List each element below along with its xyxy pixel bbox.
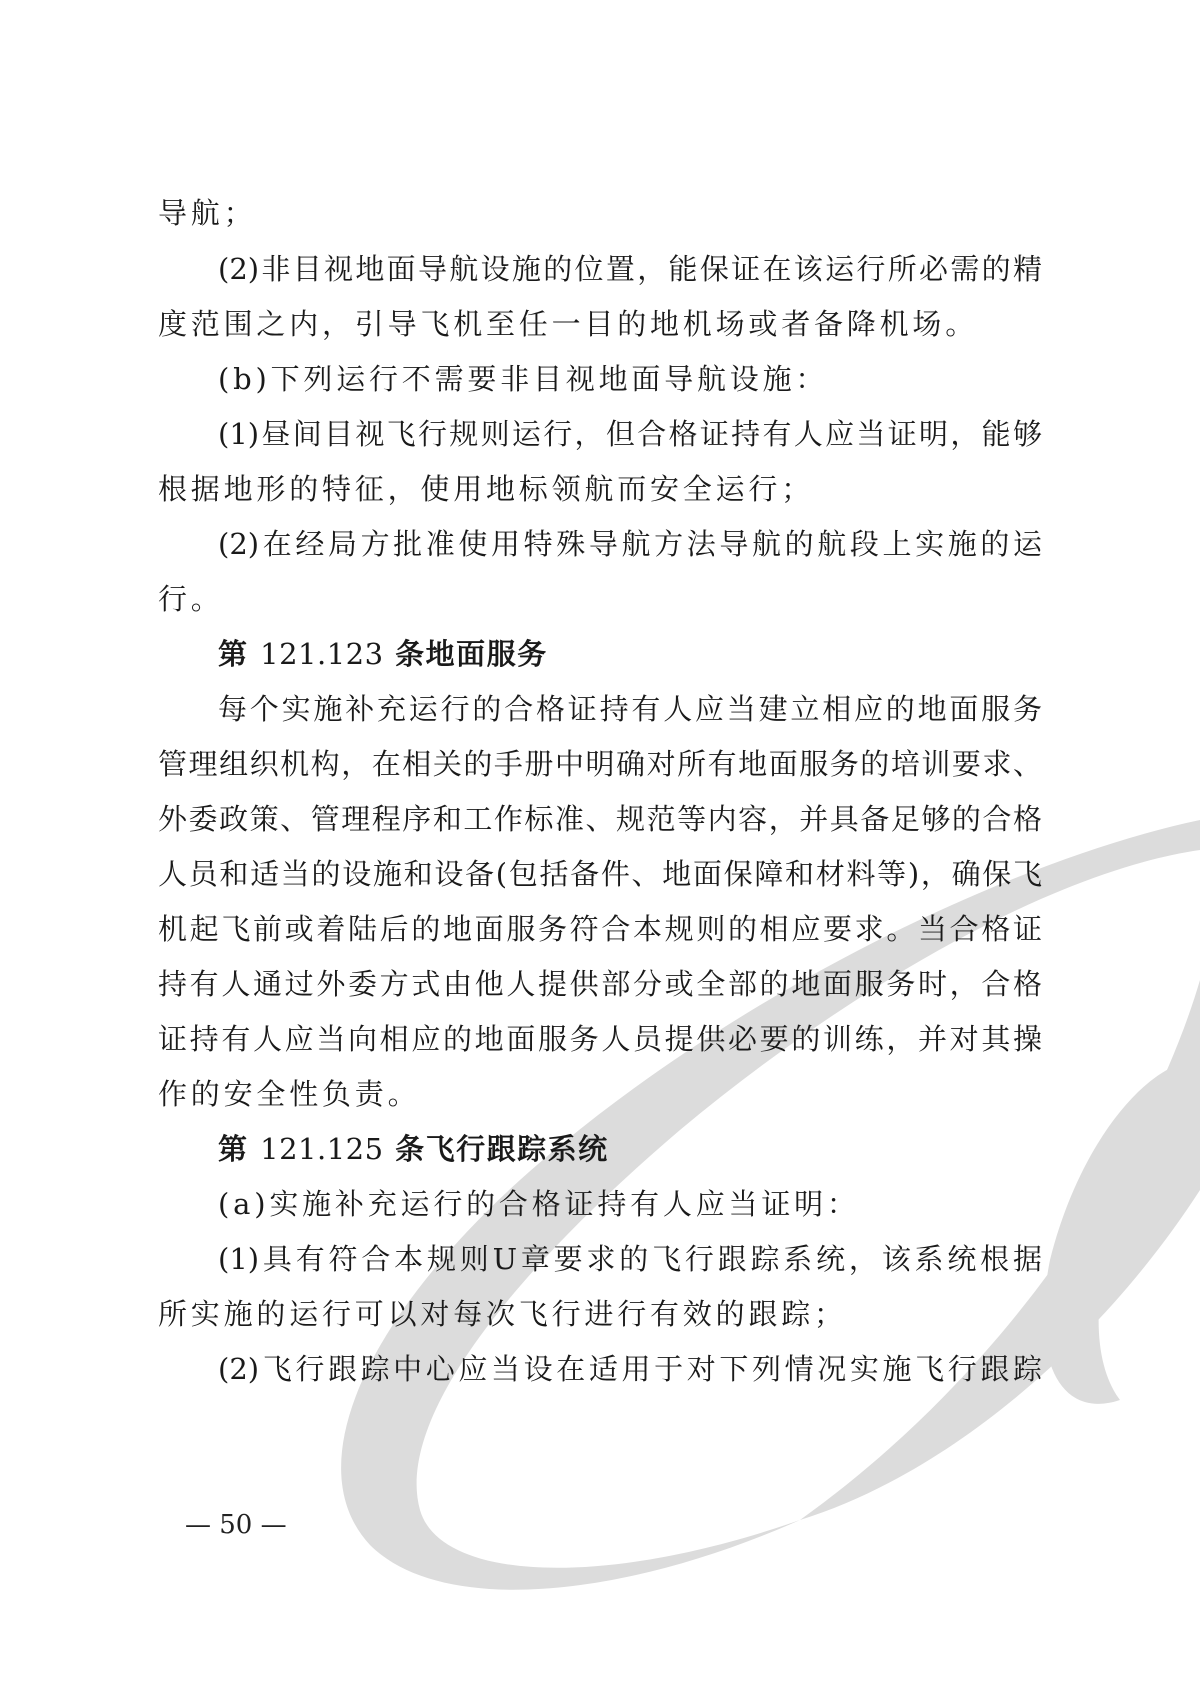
body-line: 每个实施补充运行的合格证持有人应当建立相应的地面服务 (218, 692, 1042, 726)
body-line: 持有人通过外委方式由他人提供部分或全部的地面服务时，合格 (158, 967, 1042, 1001)
body-line: (2)非目视地面导航设施的位置，能保证在该运行所必需的精 (218, 252, 1042, 286)
body-line: (1)具有符合本规则U章要求的飞行跟踪系统，该系统根据 (218, 1242, 1042, 1276)
body-line: 作的安全性负责。 (158, 1077, 421, 1111)
body-line: (2)在经局方批准使用特殊导航方法导航的航段上实施的运 (218, 527, 1042, 561)
body-line: 行。 (158, 582, 224, 616)
heading-prefix: 第 (218, 1132, 249, 1166)
heading-number: 121.123 (260, 637, 384, 671)
body-line: 管理组织机构，在相关的手册中明确对所有地面服务的培训要求、 (158, 747, 1042, 781)
body-line: (2)飞行跟踪中心应当设在适用于对下列情况实施飞行跟踪 (218, 1352, 1042, 1386)
body-line: 外委政策、管理程序和工作标准、规范等内容，并具备足够的合格 (158, 802, 1042, 836)
heading-number: 121.125 (260, 1132, 384, 1166)
body-line: 根据地形的特征，使用地标领航而安全运行； (158, 472, 815, 506)
heading-prefix: 第 (218, 637, 249, 671)
body-line: 导航； (158, 196, 257, 230)
section-heading-121-125 (218, 1129, 609, 1169)
body-line: 证持有人应当向相应的地面服务人员提供必要的训练，并对其操 (158, 1022, 1042, 1056)
body-line: (b)下列运行不需要非目视地面导航设施： (218, 362, 829, 396)
heading-title: 条地面服务 (395, 637, 548, 671)
section-heading-121-123 (218, 634, 548, 674)
body-line: (a)实施补充运行的合格证持有人应当证明： (218, 1187, 860, 1221)
body-line: (1)昼间目视飞行规则运行，但合格证持有人应当证明，能够 (218, 417, 1042, 451)
body-line: 机起飞前或着陆后的地面服务符合本规则的相应要求。当合格证 (158, 912, 1042, 946)
body-line: 人员和适当的设施和设备(包括备件、地面保障和材料等)，确保飞 (158, 857, 1042, 891)
page-number: — 50 — (185, 1510, 287, 1540)
body-line: 所实施的运行可以对每次飞行进行有效的跟踪； (158, 1297, 847, 1331)
heading-title: 条飞行跟踪系统 (395, 1132, 609, 1166)
body-line: 度范围之内，引导飞机至任一目的地机场或者备降机场。 (158, 307, 979, 341)
